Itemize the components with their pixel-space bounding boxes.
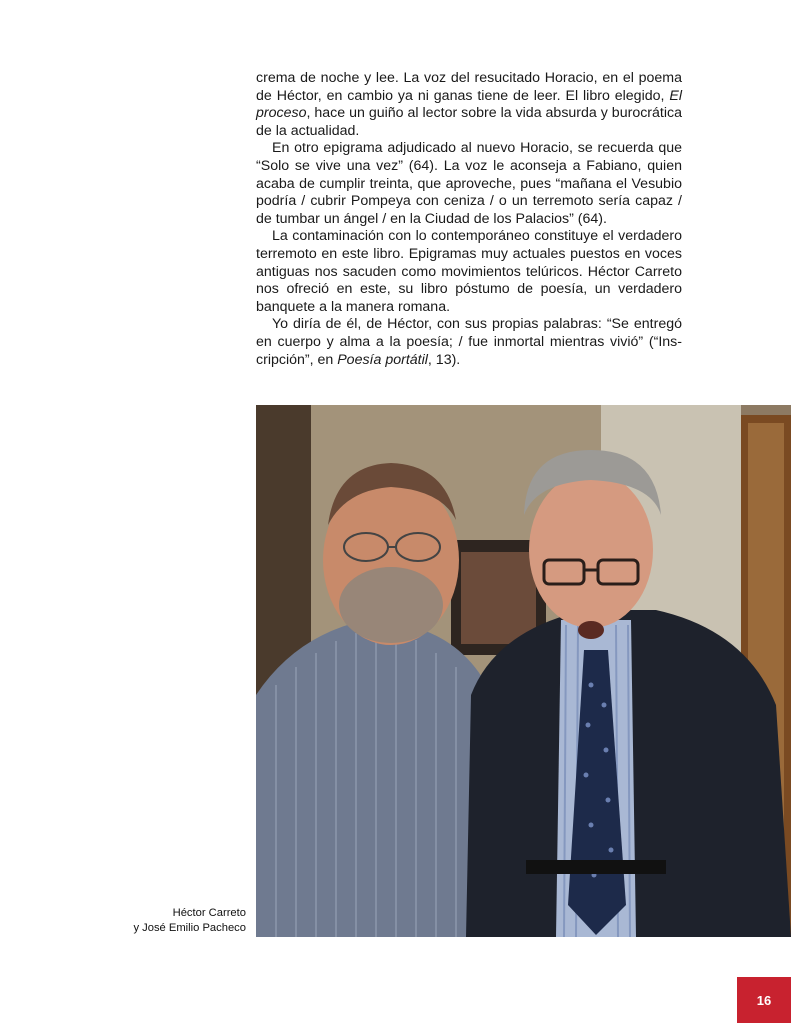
page-number-badge: [737, 977, 791, 1023]
photo-caption: [100, 906, 246, 935]
paragraph-4-text-b: , 13).: [427, 351, 461, 368]
right-man-face: [529, 472, 653, 628]
left-man-beard: [339, 567, 443, 643]
right-man-mouth: [578, 621, 604, 639]
paragraph-3: La contaminación con lo contemporáneo constituye el verdadero terremoto en este libro. Epigramas muy actuales puestos en voces antiguas nos sacuden como movimientos telúricos. Héctor Carreto nos ofreció en este, su libro póstumo de poesía, un verdadero banquete a la manera romana.: [256, 228, 682, 315]
photo-carreto-pacheco: [256, 405, 791, 937]
caption-line-1: Héctor Carreto: [172, 907, 246, 919]
book-title-el-proceso: El proceso: [256, 87, 682, 122]
right-man-belt: [526, 860, 666, 874]
caption-line-2: y José Emilio Pacheco: [133, 921, 246, 934]
paragraph-1-text-a: crema de noche y lee. La voz del resucitado Horacio, en el poema de Héctor, en cambio ya ni ganas tiene de leer. El libro elegido,: [256, 70, 682, 104]
paragraph-4-text-a: Yo diría de él, de Héctor, con sus propias palabras: “Se entregó en cuerpo y alma a la poesía; / fue inmortal mientras vivió” (“Inscripción”, en: [256, 316, 682, 368]
paragraph-2: En otro epigrama adjudicado al nuevo Horacio, se recuerda que “Solo se vive una vez” (64). La voz le aconseja a Fabiano, quien acaba de cumplir treinta, que aproveche, pues “mañana el Vesubio podría / cubrir Pompeya con ceniza / o un terremoto sería capaz / de tumbar un ángel / en la Ciudad de los Palacios” (64).: [256, 140, 682, 227]
book-title-poesia-portatil: Poesía portátil: [337, 351, 428, 368]
paragraph-4: [256, 316, 682, 369]
paragraph-1: [256, 70, 682, 140]
page-number: 16: [756, 992, 772, 1008]
paragraph-1-text-b: , hace un guiño al lector sobre la vida absurda y burocrática de la actualidad.: [256, 105, 682, 139]
wall-painting: [461, 552, 536, 644]
photo-illustration: [256, 405, 791, 937]
article-body: [256, 70, 682, 369]
